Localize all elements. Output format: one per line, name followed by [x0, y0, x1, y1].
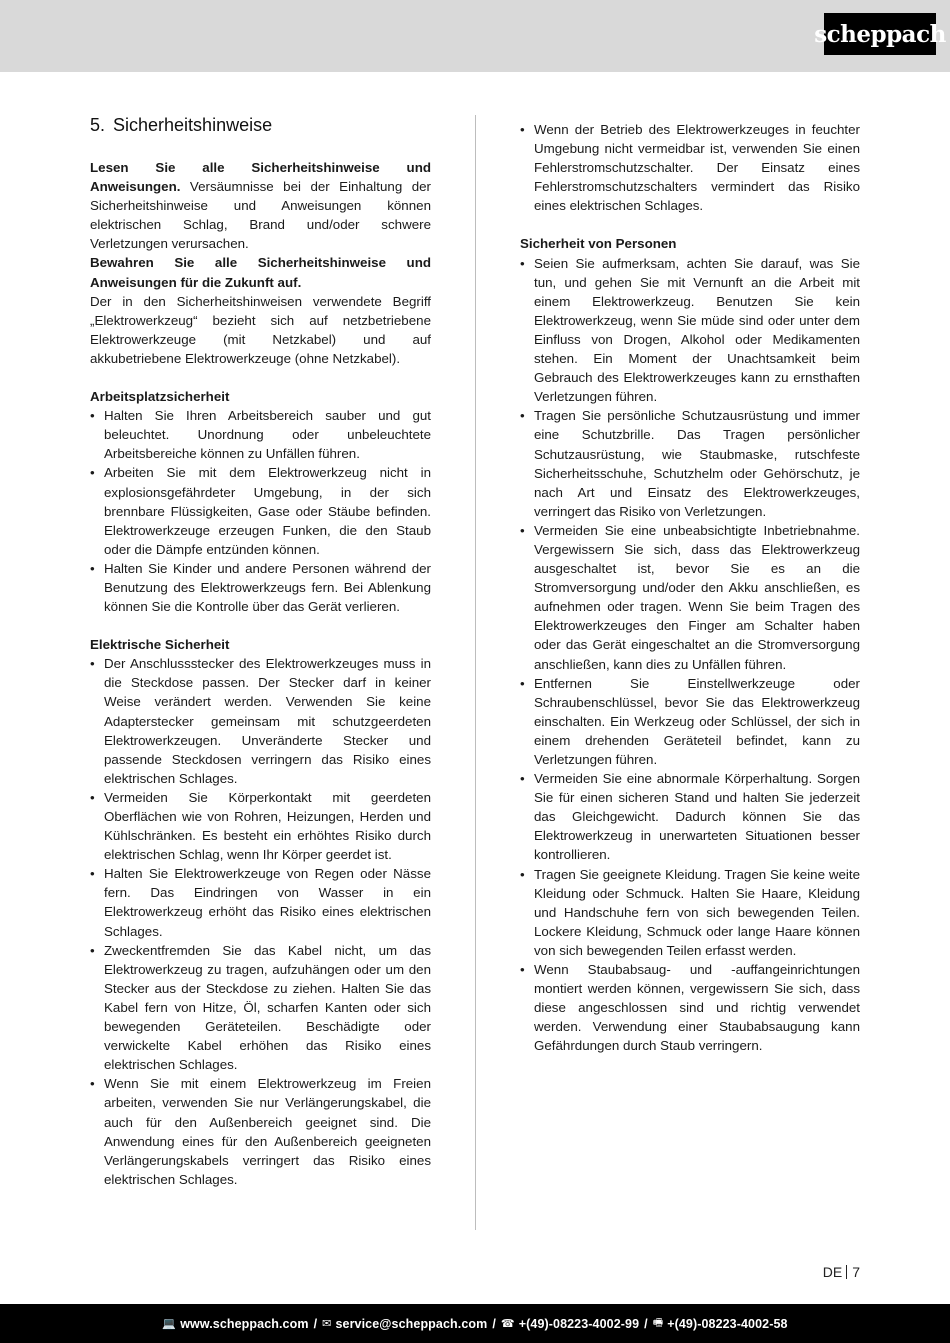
computer-icon: 💻	[162, 1318, 177, 1330]
list-item: • Halten Sie Ihren Arbeitsbereich sauber und gut beleuchtet. Unordnung oder unbeleuchtete Arbeitsbereiche können zu Unfällen führen.	[90, 406, 431, 463]
list-item: • Vermeiden Sie Körperkontakt mit geerdeten Oberflächen wie von Rohren, Heizungen, Herden und Kühlschränken. Es besteht ein erhöhtes Risiko durch elektrischen Schlag, wenn Ihr Körper geerdet ist.	[90, 788, 431, 864]
page-number	[823, 1264, 860, 1280]
list-item: • Der Anschlussstecker des Elektrowerkzeuges muss in die Steckdose passen. Der Stecker darf in keiner Weise verändert werden. Verwenden Sie keine Adapterstecker gemeinsam mit schutzgeerdeten Elektrowerkzeugen. Unveränderte Stecker und passende Steckdosen verringern das Risiko eines elektrischen Schlages.	[90, 654, 431, 788]
intro-bold-2: Bewahren Sie alle Sicherheitshinweise und Anweisungen für die Zukunft auf.	[90, 255, 431, 290]
footer-phone: +(49)-08223-4002-99	[518, 1316, 640, 1331]
electrical-heading: Elektrische Sicherheit	[90, 637, 230, 653]
footer-fax: +(49)-08223-4002-58	[667, 1316, 788, 1331]
right-column	[520, 120, 860, 1056]
section-number: 5.	[90, 115, 106, 135]
brand-logo	[814, 13, 946, 55]
workplace-list	[90, 406, 431, 616]
brand-logo-text: scheppach	[814, 20, 946, 48]
list-item: • Wenn Sie mit einem Elektrowerkzeug im Freien arbeiten, verwenden Sie nur Verlängerungskabel, die auch für den Außenbereich geeignet sind. Die Anwendung eines für den Außenbereich geeigneten Verlängerungskabels verringert das Risiko eines elektrischen Schlages.	[90, 1074, 431, 1189]
list-item: • Zweckentfremden Sie das Kabel nicht, um das Elektrowerkzeug zu tragen, aufzuhängen oder um den Stecker aus der Steckdose zu ziehen. Halten Sie das Kabel fern von Hitze, Öl, scharfen Kanten oder sich bewegenden Geräteteilen. Beschädigte oder verwickelte Kabel erhöhen das Risiko eines elektrischen Schlages.	[90, 941, 431, 1075]
intro-paragraph-3: Der in den Sicherheitshinweisen verwendete Begriff „Elektrowerkzeug“ bezieht sich auf netzbetriebene Elektrowerkzeuge (mit Netzkabel) und auf akkubetriebene Elektrowerkzeuge (ohne Netzkabel).	[90, 293, 431, 366]
personal-safety-heading: Sicherheit von Personen	[520, 236, 677, 252]
intro-paragraph-1	[90, 158, 431, 253]
list-item: • Vermeiden Sie eine unbeabsichtigte Inbetriebnahme. Vergewissern Sie sich, dass das Elektrowerkzeug ausgeschaltet ist, bevor Sie es an die Stromversorgung und/oder den Akku anschließen, es aufnehmen oder tragen. Wenn Sie beim Tragen des Elektrowerkzeuges den Finger am Schalter haben oder das Gerät eingeschaltet an die Stromversorgung anschließen, kann dies zu Unfällen führen.	[520, 521, 860, 674]
list-item: • Vermeiden Sie eine abnormale Körperhaltung. Sorgen Sie für einen sicheren Stand und halten Sie jederzeit das Gleichgewicht. Dadurch können Sie das Elektrowerkzeug in unerwarteten Situationen besser kontrollieren.	[520, 769, 860, 864]
fax-icon: 🖷	[652, 1317, 664, 1329]
list-item: • Wenn der Betrieb des Elektrowerkzeuges in feuchter Umgebung nicht vermeidbar ist, verwenden Sie einen Fehlerstromschutzschalter. Der Einsatz eines Fehlerstromschutzschalters vermindert das Risiko eines elektrischen Schlages.	[520, 120, 860, 215]
intro-paragraph-2	[90, 253, 431, 291]
page-number-value: 7	[852, 1264, 860, 1280]
section-title	[90, 113, 431, 137]
footer-separator: /	[313, 1316, 318, 1331]
list-item: • Seien Sie aufmerksam, achten Sie darauf, was Sie tun, und gehen Sie mit Vernunft an die Arbeit mit einem Elektrowerkzeug. Benutzen Sie kein Elektrowerkzeug, wenn Sie müde sind oder unter dem Einfluss von Drogen, Alkohol oder Medikamenten stehen. Ein Moment der Unachtsamkeit beim Gebrauch des Elektrowerkzeuges kann zu ernsthaften Verletzungen führen.	[520, 254, 860, 407]
page-number-divider	[846, 1265, 847, 1279]
section-title-text: Sicherheitshinweise	[113, 115, 273, 135]
footer-contact-bar	[0, 1304, 950, 1343]
list-item: • Tragen Sie geeignete Kleidung. Tragen Sie keine weite Kleidung oder Schmuck. Halten Sie Haare, Kleidung und Handschuhe fern von sich bewegenden Teilen. Lockere Kleidung, Schmuck oder lange Haare können von sich bewegenden Teilen erfasst werden.	[520, 865, 860, 960]
list-item: • Tragen Sie persönliche Schutzausrüstung und immer eine Schutzbrille. Das Tragen persönlicher Schutzausrüstung, wie Staubmaske, rutschfeste Sicherheitsschuhe, Schutzhelm oder Gehörschutz, je nach Art und Einsatz des Elektrowerkzeuges, verringert das Risiko von Verletzungen.	[520, 406, 860, 521]
list-item: • Halten Sie Kinder und andere Personen während der Benutzung des Elektrowerkzeugs fern. Bei Ablenkung können Sie die Kontrolle über das Gerät verlieren.	[90, 559, 431, 616]
footer-website[interactable]: www.scheppach.com	[180, 1316, 309, 1331]
intro-text-1: Versäumnisse bei der Einhaltung der Sicherheitshinweise und Anweisungen können elektrischen Schlag, Brand und/oder schwere Verletzungen verursachen.	[90, 179, 431, 252]
left-column	[90, 113, 431, 1189]
header-band	[0, 0, 950, 72]
mail-icon: ✉	[322, 1318, 332, 1330]
page-language: DE	[822, 1264, 843, 1280]
footer-separator: /	[492, 1316, 496, 1331]
column-divider	[475, 115, 476, 1230]
intro-bold-1: Lesen Sie alle Sicherheitshinweise und Anweisungen.	[90, 160, 431, 195]
list-item: • Wenn Staubabsaug- und -auffangeinrichtungen montiert werden können, vergewissern Sie sich, dass diese angeschlossen sind und richtig verwendet werden. Verwendung einer Staubabsaugung kann Gefährdungen durch Staub verringern.	[520, 960, 860, 1055]
electrical-list-continued	[520, 120, 860, 215]
workplace-heading: Arbeitsplatzsicherheit	[90, 389, 230, 405]
phone-icon: ☎	[500, 1318, 515, 1330]
electrical-list	[90, 654, 431, 1189]
list-item: • Entfernen Sie Einstellwerkzeuge oder Schraubenschlüssel, bevor Sie das Elektrowerkzeug einschalten. Ein Werkzeug oder Schlüssel, der sich in einem drehenden Geräteteil befindet, kann zu Verletzungen führen.	[520, 674, 860, 769]
list-item: • Halten Sie Elektrowerkzeuge von Regen oder Nässe fern. Das Eindringen von Wasser in ein Elektrowerkzeug erhöht das Risiko eines elektrischen Schlages.	[90, 864, 431, 940]
footer-separator: /	[644, 1316, 648, 1331]
list-item: • Arbeiten Sie mit dem Elektrowerkzeug nicht in explosionsgefährdeter Umgebung, in der sich brennbare Flüssigkeiten, Gase oder Stäube befinden. Elektrowerkzeuge erzeugen Funken, die den Staub oder die Dämpfe entzünden können.	[90, 463, 431, 558]
personal-safety-list	[520, 254, 860, 1056]
footer-email[interactable]: service@scheppach.com	[335, 1316, 488, 1331]
